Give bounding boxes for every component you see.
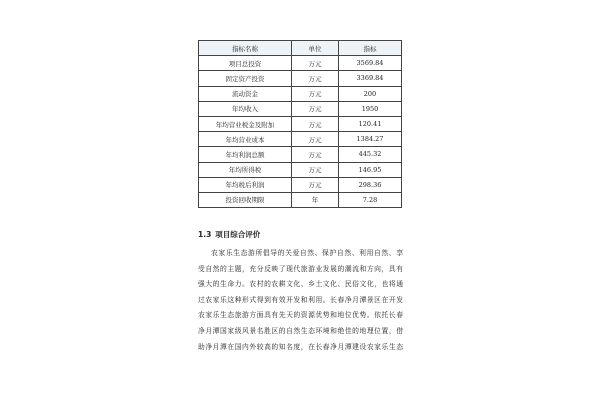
paragraph-line: 助净月潭在国内外较高的知名度，在长春净月潭建设农家乐生态 [198,342,403,351]
paragraph-line: 农家乐生态旅游方面具有先天的资源优势和地位优势。依托长春 [198,311,403,320]
cell-value: 3569.84 [339,56,402,71]
cell-value: 3369.84 [339,71,402,86]
cell-unit: 万元 [292,147,339,162]
cell-unit: 万元 [292,116,339,131]
cell-value: 146.95 [339,162,402,177]
cell-unit: 万元 [292,71,339,86]
paragraph-line: 农家乐生态游所倡导的关爱自然、保护自然、利用自然、享 [211,249,403,257]
cell-metric-name: 年均税后利润 [199,177,292,192]
paragraph-line: 过农家乐这种形式得到有效开发和利用。长春净月潭景区在开发 [198,295,403,304]
cell-metric-name: 年均所得税 [199,162,292,177]
section-title: 项目综合评价 [215,230,261,239]
header-unit: 单位 [292,41,339,56]
cell-unit: 万元 [292,101,339,116]
cell-metric-name: 年均收入 [199,101,292,116]
cell-metric-name: 投资回收期限 [199,192,292,207]
cell-unit: 万元 [292,162,339,177]
cell-metric-name: 年均营业成本 [199,132,292,147]
header-value: 指标 [339,41,402,56]
table-row [199,71,402,86]
cell-metric-name: 项目总投资 [199,56,292,71]
cell-unit: 万元 [292,177,339,192]
table-row [199,132,402,147]
cell-value: 1950 [339,101,402,116]
section-number: 1.3 [198,230,212,239]
table-row [199,56,402,71]
paragraph-line: 受自然的主题，充分反映了现代旅游业发展的潮流和方向，具有 [198,264,403,273]
header-metric-name: 指标名称 [199,41,292,56]
metrics-table [198,40,402,208]
table-row [199,162,402,177]
table-row [199,147,402,162]
cell-metric-name: 年均营业税金及附加 [199,116,292,131]
table-row [199,116,402,131]
cell-unit: 万元 [292,86,339,101]
cell-value: 445.32 [339,147,402,162]
section-heading [198,229,260,240]
table-row [199,177,402,192]
cell-metric-name: 流动资金 [199,86,292,101]
cell-value: 200 [339,86,402,101]
table-row [199,192,402,207]
table-row [199,101,402,116]
cell-unit: 万元 [292,132,339,147]
paragraph-line: 净月潭国家级风景名胜区的自然生态环境和绝佳的地理位置，借 [198,326,403,335]
cell-metric-name: 年均利润总额 [199,147,292,162]
body-paragraph [198,246,403,355]
cell-unit: 万元 [292,56,339,71]
cell-value: 1384.27 [339,132,402,147]
paragraph-line: 强大的生命力。农村的农耕文化、乡土文化、民俗文化，也将通 [198,280,403,289]
cell-metric-name: 固定资产投资 [199,71,292,86]
cell-unit: 年 [292,192,339,207]
cell-value: 120.41 [339,116,402,131]
cell-value: 7.28 [339,192,402,207]
table-header-row [199,41,402,56]
table-row [199,86,402,101]
cell-value: 298.36 [339,177,402,192]
